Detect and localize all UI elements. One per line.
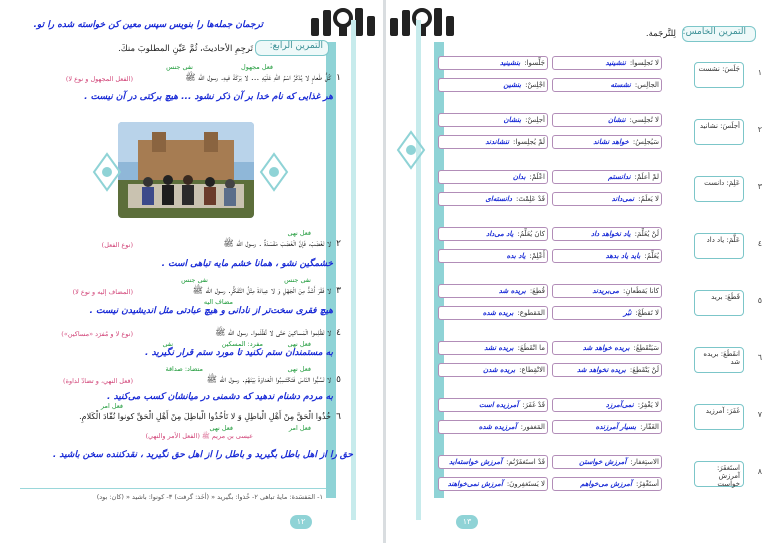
exercise-instruction: تَرجِمِ الأحاديثَ، ثُمَّ عَيِّنِ المطلوبَ منكَ. (118, 44, 253, 54)
handwritten-answer: آمرزش خواسته‌اید (448, 458, 503, 466)
verb-root-box: انقَطَعَ: بریده شد (694, 347, 744, 373)
handwritten-answer: بریده شده (482, 309, 514, 317)
conjugation-cell (438, 363, 548, 377)
verb-root-box: قَطَعَ: برید (694, 290, 744, 316)
item-mark: متضاد: صداقة (165, 365, 203, 373)
handwritten-answer: نمی‌آمرزد (605, 401, 634, 409)
conjugation-cell (552, 135, 662, 149)
conjugation-cell (438, 306, 548, 320)
item-mark: نفی جنس (284, 276, 311, 284)
conjugation-cell (552, 56, 662, 70)
handwritten-answer: ننشاندند (485, 138, 510, 146)
handwritten-answer: آمرزش خواستن (579, 458, 627, 466)
conjugation-cell (552, 341, 662, 355)
exercise-heading: التمرين الخامس: (682, 27, 746, 37)
item-arabic: كُلُّ طَعامٍ لا يُذكَرُ اسْمُ اللّهِ عَلَيْهِ ... لا بَرَكَةَ فيهِ. رسول الله ﷺ (185, 73, 331, 83)
item-arabic: لا تَغْضَبْ، فَإنَّ الْغَضَبَ مَفْسَدَةٌ . رسول الله ﷺ (223, 239, 331, 249)
verb-root-box: جَلَسَ: نشست (694, 62, 744, 88)
item-arabic: لا تَسُبُّوا النّاسَ فَتَكْتَسِبُوا الْعَداوَةَ بَيْنَهُمْ. رسول الله ﷺ (206, 375, 331, 385)
item-mark: مفرد: المسکین (221, 340, 263, 348)
row-number: ١ (757, 68, 762, 77)
row-number: ٤ (757, 239, 762, 248)
item-translation: حق را از اهل باطل بگیرید و باطل را از اهل حق نگیرید ، نقدکننده سخن باشید . (52, 450, 353, 460)
conjugation-form: قُطِعَ: (529, 287, 545, 295)
handwritten-answer: بریده خواهد شد (582, 344, 630, 352)
item-mark: فعل نهی (209, 424, 233, 432)
handwritten-answer: آمرزیده شده (478, 423, 517, 431)
logo-icon (388, 4, 458, 40)
item-mark: فعل امر (288, 424, 311, 432)
photo-castle-picnic (118, 122, 254, 218)
conjugation-form: قَدْ عَلِمْتَ: (515, 195, 545, 203)
top-note: ترجمان جمله‌ها را بنویس سپس معین کن خواسته شده را تو. (33, 20, 263, 30)
conjugation-cell (438, 170, 548, 184)
conjugation-form: اعْلَمْ: (529, 173, 545, 181)
item-translation: خشمگین نشو ، همانا خشم مایه تباهی است . (161, 259, 333, 269)
row-number: ٢ (757, 125, 762, 134)
handwritten-answer: آمرزش نمی‌خواهند (447, 480, 503, 488)
item-translation: به مستمندان ستم نکنید تا مورد ستم قرار نگیرید . (145, 348, 333, 358)
item-number: ٤ (336, 328, 341, 338)
item-tag: (نوع الفعل) (101, 241, 133, 249)
conjugation-cell (552, 306, 662, 320)
right-page (386, 0, 768, 543)
handwritten-answer: ننشینید (605, 59, 626, 67)
side-bar (326, 42, 336, 498)
item-mark: نفی (162, 340, 173, 348)
handwritten-answer: بنشین (503, 81, 522, 89)
conjugation-form: لَنْ يَنْقَطِعَ: (629, 366, 659, 374)
item-number: ٣ (336, 286, 341, 296)
conjugation-form: المَغفور: (520, 423, 545, 431)
handwritten-answer: بنشان (503, 116, 522, 124)
conjugation-form: المَقطوع: (517, 309, 545, 317)
handwritten-answer: ندانستم (607, 173, 631, 181)
handwritten-answer: خواهد نشاند (593, 138, 629, 146)
item-translation: هیچ فقری سخت‌تر از نادانی و هیچ عبادتی مثل اندیشیدن نیست . (89, 306, 333, 316)
conjugation-cell (552, 363, 662, 377)
handwritten-answer: بریده نخواهد شد (576, 366, 626, 374)
conjugation-form: كانا يَقطَعانِ: (622, 287, 659, 295)
handwritten-answer: نبُر (623, 309, 632, 317)
handwritten-answer: نشسته (610, 81, 631, 89)
conjugation-form: كانَ يُعَلِّمُ: (517, 230, 545, 238)
verb-root-box: غَفَرَ: آمرزید (694, 404, 744, 430)
page-number: ١٢ (290, 515, 312, 529)
handwritten-answer: بنشینید (499, 59, 521, 67)
item-mark: فعل نهی (287, 229, 311, 237)
conjugation-form: لمْ أعلَمْ: (634, 173, 659, 181)
conjugation-cell (438, 284, 548, 298)
conjugation-form: الغَفّار: (640, 423, 659, 431)
conjugation-form: لا يَعلَمُ: (638, 195, 659, 203)
conjugation-form: الاستِغفار: (630, 458, 659, 466)
item-mark: فعل نهی (287, 340, 311, 348)
ornament-icon (259, 152, 289, 192)
conjugation-cell (438, 420, 548, 434)
conjugation-cell (552, 113, 662, 127)
conjugation-form: الجالِس: (634, 81, 659, 89)
logo-icon (309, 4, 379, 40)
item-number: ١ (336, 73, 341, 83)
item-arabic: لا تَظْلِموا الْمَساكينَ حَتّى لا تُظْلَموا. رسول الله ﷺ (215, 328, 331, 338)
ornament-icon (396, 130, 426, 170)
conjugation-cell (552, 284, 662, 298)
item-mark: فعل امر (100, 402, 123, 410)
conjugation-cell (438, 341, 548, 355)
conjugation-form: سَيَنْقَطِعُ: (633, 344, 659, 352)
item-tag: (نوع لا و مُفرَد «مساكين») (61, 330, 133, 338)
item-number: ٥ (336, 375, 341, 385)
conjugation-cell (438, 249, 548, 263)
handwritten-answer: می‌بریدند (592, 287, 619, 295)
conjugation-form: سَيُجلِسُ: (632, 138, 659, 146)
conjugation-cell (438, 477, 548, 491)
item-mark: فعل مجهول (241, 63, 273, 71)
conjugation-form: لا يَغْفِرُ: (637, 401, 659, 409)
item-tag: عيسى بن مريم ﷺ (الفعل الأمر والنهي) (145, 432, 253, 440)
conjugation-cell (552, 249, 662, 263)
conjugation-cell (552, 477, 662, 491)
footer-divider (20, 488, 326, 489)
ornament-icon (92, 152, 122, 192)
conjugation-cell (552, 192, 662, 206)
exercise-instruction: لِلتَّرجَمة. (645, 29, 676, 39)
item-translation: به مردم دشنام ندهید که دشمنی در میانشان کسب می‌کنید . (107, 392, 333, 402)
item-tag: (المضاف إليه و نوع لا) (72, 288, 133, 296)
row-number: ٦ (757, 353, 762, 362)
conjugation-form: لَمْ يُجلِسوا: (513, 138, 545, 146)
row-number: ٧ (757, 410, 762, 419)
conjugation-form: أستَغْفِرُ: (635, 480, 659, 488)
handwritten-answer: بریده شد (498, 287, 526, 295)
conjugation-form: لا تَجلِسوا: (629, 59, 659, 67)
conjugation-form: الانْقِطاع: (519, 366, 545, 374)
row-number: ٨ (757, 467, 762, 476)
handwritten-answer: بسیار آمرزنده (595, 423, 637, 431)
handwritten-answer: بدان (512, 173, 526, 181)
conjugation-cell (438, 56, 548, 70)
conjugation-form: يُعَلِّمُ: (644, 252, 659, 260)
verb-root-box: استَغفَرَ: آمرزش خواست (694, 461, 744, 487)
handwritten-answer: آمرزش می‌خواهم (580, 480, 632, 488)
row-number: ٥ (757, 296, 762, 305)
conjugation-cell (438, 113, 548, 127)
handwritten-answer: ننشان (607, 116, 626, 124)
conjugation-cell (552, 227, 662, 241)
conjugation-form: أَعْلِمْ: (529, 252, 545, 260)
handwritten-answer: باید یاد بدهد (605, 252, 641, 260)
margin-line (416, 20, 421, 520)
handwritten-answer: یاد بده (506, 252, 526, 260)
conjugation-form: جَلِّسوا: (524, 59, 545, 67)
handwritten-answer: یاد می‌داد (486, 230, 514, 238)
conjugation-cell (438, 135, 548, 149)
conjugation-form: لا تُجلِسي: (629, 116, 659, 124)
item-mark: نفی جنس (166, 63, 193, 71)
exercise-heading: التمرين الرابع: (269, 41, 323, 51)
footnotes: ١- المَفسَدة: مایهٔ تباهی ٢- خُذوا: بگیرید « (أخَذ: گرفت) ٣- كونوا: باشید « (كان: بود) (96, 493, 323, 501)
conjugation-cell (438, 192, 548, 206)
conjugation-cell (552, 455, 662, 469)
left-page (0, 0, 383, 543)
item-arabic: لا فَقْرَ أَشَدُّ مِنَ الْجَهْلِ وَ لا عِبادَةَ مِثْلُ التَّفَكُّرِ. رسول الله ﷺ (192, 286, 331, 296)
conjugation-form: لَنْ يُعَلِّمَ: (634, 230, 659, 238)
conjugation-form: قَدْ غَفَرَ: (522, 401, 545, 409)
item-mark: نفی جنس (181, 276, 208, 284)
conjugation-form: لا تَقطَعْ: (635, 309, 659, 317)
item-tag: (فعل النهي، و تضادّ لداوة) (63, 377, 133, 385)
handwritten-answer: یاد نخواهد داد (590, 230, 631, 238)
item-arabic: خُذُوا الْحَقَّ مِنْ أَهْلِ الْباطِلِ وَ لا تَأخُذُوا الْباطِلَ مِنْ أَهْلِ الْحَقِّ كونوا نُقّادَ الْكَلامِ. (79, 412, 331, 421)
conjugation-form: اجْلِسْ: (525, 81, 545, 89)
conjugation-form: أجلِسْ: (525, 116, 545, 124)
conjugation-cell (552, 398, 662, 412)
conjugation-form: لا يَستَغفِرونَ: (506, 480, 545, 488)
conjugation-cell (438, 455, 548, 469)
item-translation: هر غذایی که نام خدا بر آن ذکر نشود ... هیچ برکتی در آن نیست . (84, 92, 333, 102)
conjugation-cell (552, 170, 662, 184)
conjugation-cell (552, 78, 662, 92)
handwritten-answer: دانسته‌ای (485, 195, 512, 203)
page-number: ١٣ (456, 515, 478, 529)
verb-root-box: عَلِمَ: دانست (694, 176, 744, 202)
handwritten-answer: بریده نشد (484, 344, 514, 352)
conjugation-form: قَدْ استَغفَرْتُم: (506, 458, 545, 466)
item-mark: فعل نهی (287, 365, 311, 373)
row-number: ٣ (757, 182, 762, 191)
item-number: ٦ (336, 412, 341, 422)
conjugation-cell (438, 78, 548, 92)
item-tag: (الفعل المجهول و نوع لا) (65, 75, 133, 83)
handwritten-answer: نمی‌داند (611, 195, 635, 203)
handwritten-answer: آمرزیده است (478, 401, 519, 409)
conjugation-cell (552, 420, 662, 434)
margin-line (351, 20, 356, 520)
conjugation-form: ما انْقَطَعَ: (517, 344, 545, 352)
conjugation-cell (438, 398, 548, 412)
verb-root-box: عَلَّمَ: یاد داد (694, 233, 744, 259)
conjugation-cell (438, 227, 548, 241)
item-mark: مضاف الیه (203, 298, 233, 306)
item-number: ٢ (336, 239, 341, 249)
verb-root-box: أجلَسَ: نشانید (694, 119, 744, 145)
handwritten-answer: بریده شدن (482, 366, 516, 374)
